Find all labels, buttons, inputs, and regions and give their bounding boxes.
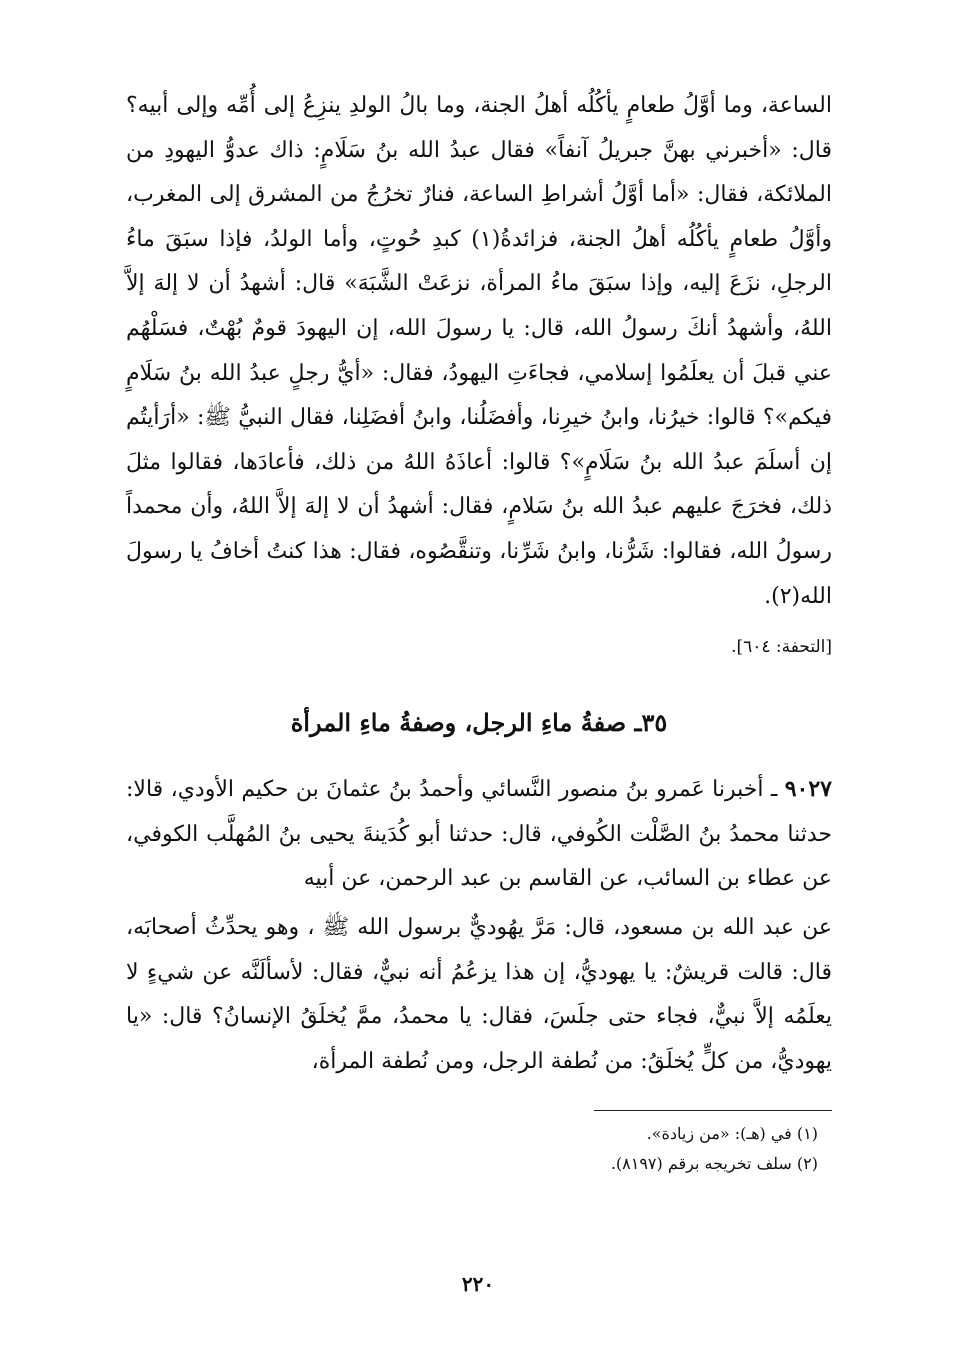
tuhfa-reference: [التحفة: ٦٠٤]. — [731, 637, 832, 658]
page-number: ٢٢٠ — [461, 1272, 495, 1296]
footnote-1: (١) في (هـ): «من زيادة». — [646, 1124, 818, 1144]
hadith-number: ٩٠٢٧ — [784, 776, 832, 803]
footnote-separator — [594, 1110, 832, 1111]
hadith-isnad — [126, 767, 832, 902]
chapter-heading: ٣٥ـ صفةُ ماءِ الرجل، وصفةُ ماءِ المرأة — [290, 708, 668, 738]
paragraph-continuation: الساعة، وما أوَّلُ طعامٍ يأكُلُه أهلُ الجنة، وما بالُ الولدِ ينزِعُ إلى أُمِّه وإلى أبيه؟ قال: «أخبرني بهنَّ جبريلُ آنفاً» فقال عبدُ الله بنُ سَلَامٍ: ذاك عدوُّ اليهودِ من الملائكة، فقال: «أما أوَّلُ أشراطِ الساعة، فنارٌ تخرُجُ من المشرق إلى المغرب، وأوَّلُ طعامٍ يأكُلُه أهلُ الجنة، فزائدةُ(١) كبدِ حُوتٍ، وأما الولدُ، فإذا سبَقَ ماءُ الرجلِ، نزَعَ إليه، وإذا سبَقَ ماءُ المرأة، نزعَتْ الشَّبَهَ» قال: أشهدُ أن لا إلهَ إلاَّ اللهُ، وأشهدُ أنكَ رسولُ الله، قال: يا رسولَ الله، إن اليهودَ قومٌ بُهْتٌ، فسَلْهُم عني قبلَ أن يعلَمُوا إسلامي، فجاءَتِ اليهودُ، فقال: «أيُّ رجلٍ عبدُ الله بنُ سَلَامٍ فيكم»؟ قالوا: خيرُنا، وابنُ خيرِنا، وأفضَلُنا، وابنُ أفضَلِنا، فقال النبيُّ ﷺ: «أرَأيتُم إن أسلَمَ عبدُ الله بنُ سَلَامٍ»؟ قالوا: أعاذَهُ اللهُ من ذلك، فأعادَها، فقالوا مثلَ ذلك، فخرَجَ عليهم عبدُ الله بنُ سَلامٍ، فقال: أشهدُ أن لا إلهَ إلاَّ اللهُ، وأن محمداً رسولُ الله، فقالوا: شَرُّنا، وابنُ شَرِّنا، وتنقَّصُوه، فقال: هذا كنتُ أخافُ يا رسولَ الله(٢). — [126, 93, 833, 609]
isnad-text: ـ أخبرنا عَمرو بنُ منصور النَّسائي وأحمدُ بنُ عثمانَ بن حكيم الأودي، قالا: حدثنا محمدُ بنُ الصَّلْت الكُوفي، قال: حدثنا أبو كُدَينةَ يحيى بنُ المُهلَّب الكوفي، عن عطاء بن السائب، عن القاسم بن عبد الرحمن، عن أبيه — [126, 777, 832, 892]
hadith-matn: عن عبد الله بن مسعود، قال: مَرَّ يهُوديٌّ برسول الله ﷺ ، وهو يحدِّثُ أصحابَه، قال: قالت قريشٌ: يا يهوديُّ، إن هذا يزعُمُ أنه نبيٌّ، فقال: لأسألَنَّه عن شيءٍ لا يعلَمُه إلاَّ نبيٌّ، فجاء حتى جلَسَ، فقال: يا محمدُ، ممَّ يُخلَقُ الإنسانُ؟ قال: «يا يهوديُّ، من كلٍّ يُخلَقُ: من نُطفة الرجل، ومن نُطفة المرأة، — [126, 914, 832, 1074]
footnote-2: (٢) سلف تخريجه برقم (٨١٩٧). — [610, 1154, 818, 1174]
